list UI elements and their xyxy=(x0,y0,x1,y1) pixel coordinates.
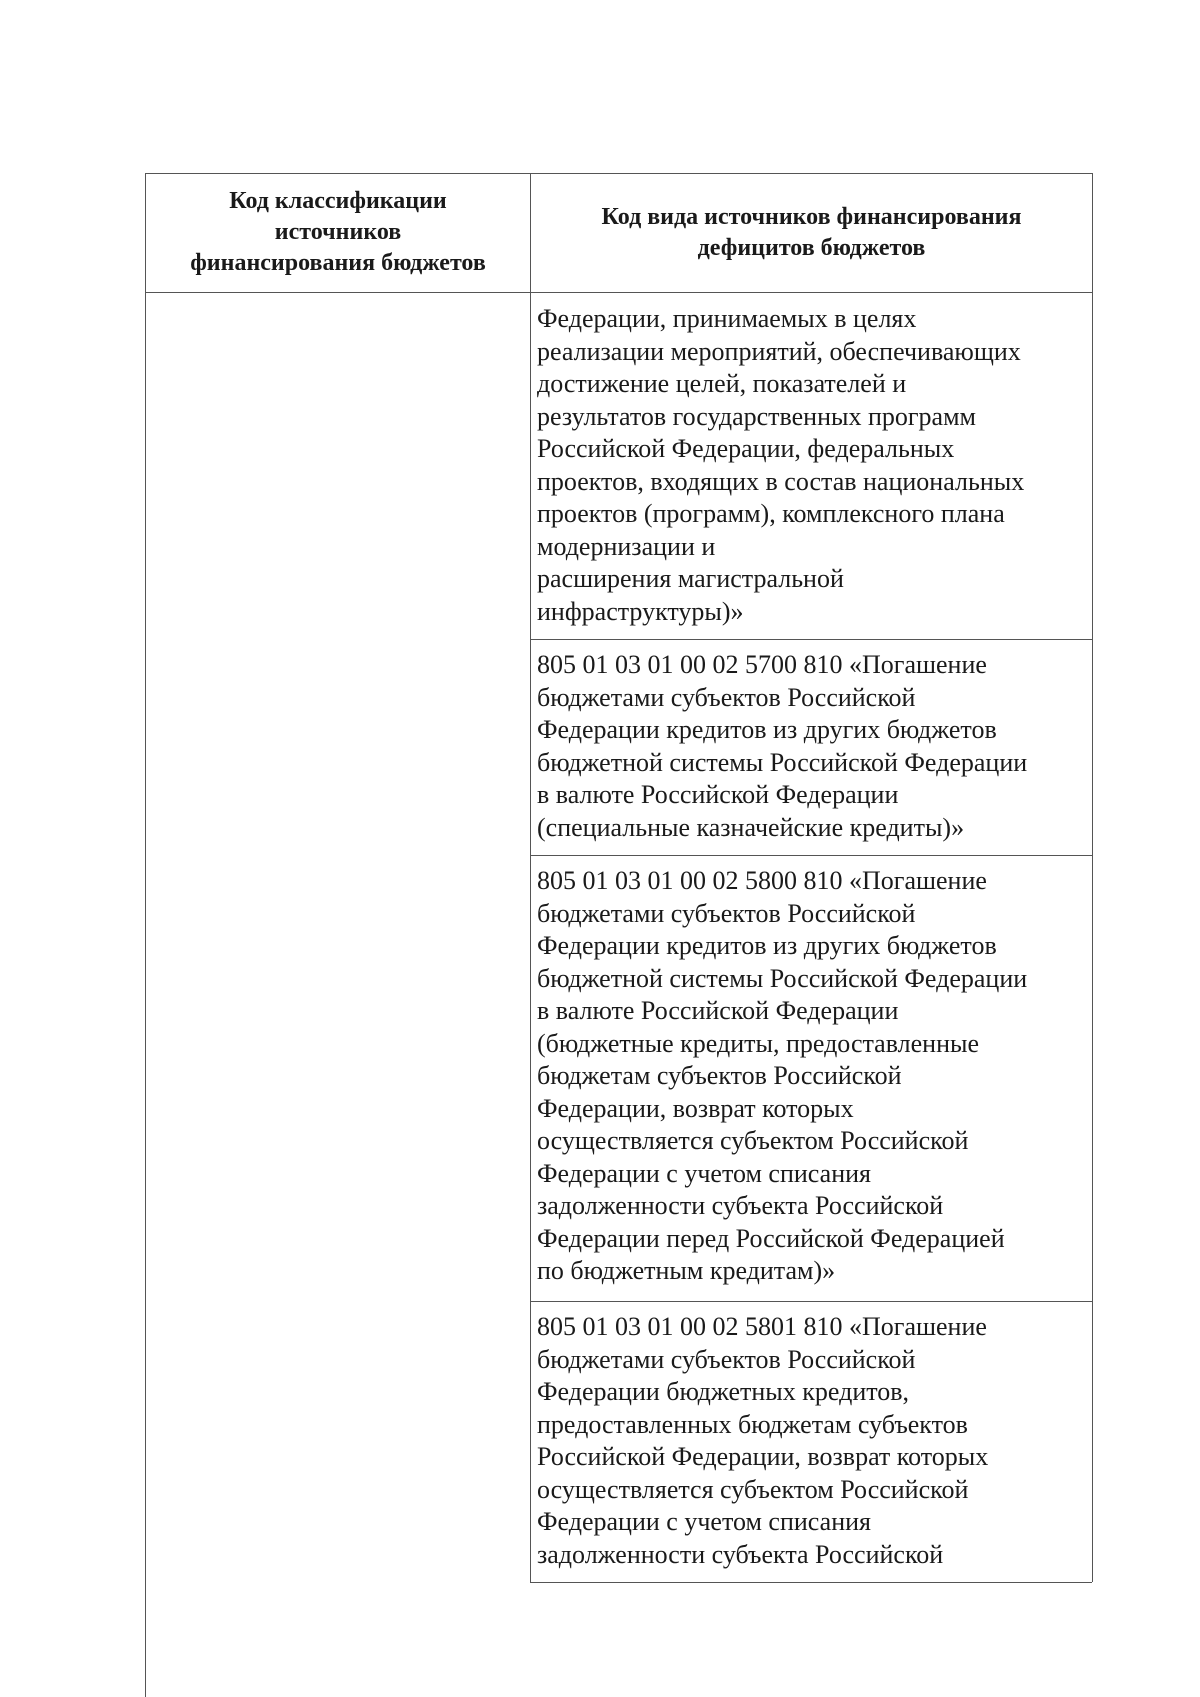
header-col2-line-2: дефицитов бюджетов xyxy=(697,235,926,261)
row-1-text: Федерации, принимаемых в целях реализации мероприятий, обеспечивающих достижение целей, показателей и результатов государственных программ Российской Федерации, федеральных проектов, входящих в состав национальных проектов (программ), комплексного плана модернизации и расширения магистральной инфраструктуры)» xyxy=(537,304,1025,626)
table-top-border xyxy=(145,173,1092,174)
row-3-text: 805 01 03 01 00 02 5800 810 «Погашение бюджетами субъектов Российской Федерации кредитов из других бюджетов бюджетной системы Российской Федерации в валюте Российской Федерации (бюджетные кредиты, предоставленные бюджетам субъектов Российской Федерации, возврат которых осуществляется субъектом Российской Федерации с учетом списания задолженности субъекта Российской Федерации перед Российской Федерацией по бюджетным кредитам)» xyxy=(537,866,1028,1285)
table-row-1-col2 xyxy=(537,303,1092,628)
row-divider-3 xyxy=(530,1301,1092,1302)
table-row-col1-empty xyxy=(146,303,530,1693)
header-bottom-border xyxy=(145,292,1092,293)
header-cell-classification-code xyxy=(146,186,530,279)
table-right-border xyxy=(1092,173,1093,1582)
table-row-3-col2 xyxy=(537,865,1092,1288)
row-2-text: 805 01 03 01 00 02 5700 810 «Погашение бюджетами субъектов Российской Федерации кредитов из других бюджетов бюджетной системы Российской Федерации в валюте Российской Федерации (специальные казначейские кредиты)» xyxy=(537,650,1028,842)
row-4-text: 805 01 03 01 00 02 5801 810 «Погашение бюджетами субъектов Российской Федерации бюджетных кредитов, предоставленных бюджетам субъектов Российской Федерации, возврат которых осуществляется субъектом Российской Федерации с учетом списания задолженности субъекта Российской xyxy=(537,1312,989,1569)
table-row-4-col2 xyxy=(537,1311,1092,1571)
header-col2-line-1: Код вида источников финансирования xyxy=(601,204,1022,230)
row-divider-2 xyxy=(530,855,1092,856)
header-col1-line-2: источников xyxy=(274,219,402,245)
row-divider-4 xyxy=(530,1582,1092,1583)
column-divider xyxy=(530,173,531,1582)
header-col1-line-1: Код классификации xyxy=(229,188,447,214)
header-col1-line-3: финансирования бюджетов xyxy=(190,250,486,276)
row-divider-1 xyxy=(530,639,1092,640)
table-row-2-col2 xyxy=(537,649,1092,844)
header-cell-source-type-code xyxy=(531,202,1092,264)
